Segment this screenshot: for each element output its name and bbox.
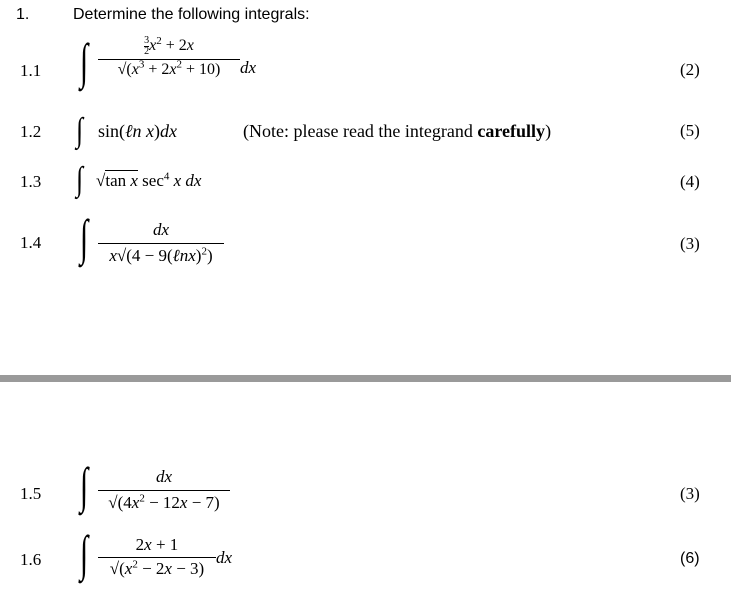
marks-1-2: (5) — [680, 121, 700, 140]
section-divider — [0, 375, 731, 382]
marks-1-1: (2) — [680, 60, 700, 79]
item-label-1-4: 1.4 — [20, 233, 42, 252]
integrand-1-3: √tan x $\sec^4 x$ dx — [96, 170, 202, 190]
integral-sign-1-3: ∫ — [76, 161, 83, 198]
item-label-1-1: 1.1 — [20, 61, 42, 80]
marks-1-5: (3) — [680, 484, 700, 503]
marks-1-4: (3) — [680, 234, 700, 253]
item-label-1-2: 1.2 — [20, 122, 42, 141]
integral-sign-1-1: ∫ — [80, 33, 89, 89]
integrand-1-2: sin(ℓn x)dx — [98, 121, 177, 141]
integral-sign-1-2: ∫ — [76, 112, 83, 149]
dx-1-6: dx — [216, 548, 233, 567]
marks-1-6: (6) — [680, 550, 700, 567]
marks-1-3: (4) — [680, 172, 700, 191]
fraction-1-1: $\frac{3}{2}$ $x^2 + 2x$ $√(x^3 + 2x^2 + 10)$ — [98, 36, 240, 79]
note-1-2: (Note: please read the integrand carefully) — [243, 121, 552, 141]
integral-sign-1-5: ∫ — [80, 457, 89, 513]
question-title: Determine the following integrals: — [73, 6, 310, 23]
fraction-1-6: $\frac{2x + 1}{√(x^2 - 2x - 3)}$ — [98, 535, 216, 579]
item-label-1-3: 1.3 — [20, 172, 42, 191]
item-label-1-5: 1.5 — [20, 484, 42, 503]
dx-1-1: dx — [240, 58, 257, 77]
question-number: 1. — [16, 6, 30, 23]
fraction-1-5: $\frac{dx}{√(4x^2 - 12x - 7)}$ — [98, 467, 230, 513]
integral-sign-1-6: ∫ — [80, 525, 89, 581]
integral-sign-1-4: ∫ — [80, 209, 89, 265]
item-label-1-6: 1.6 — [20, 550, 42, 569]
fraction-1-4: dx x√(4 − 9(ℓnx)$^2$) — [98, 220, 224, 266]
